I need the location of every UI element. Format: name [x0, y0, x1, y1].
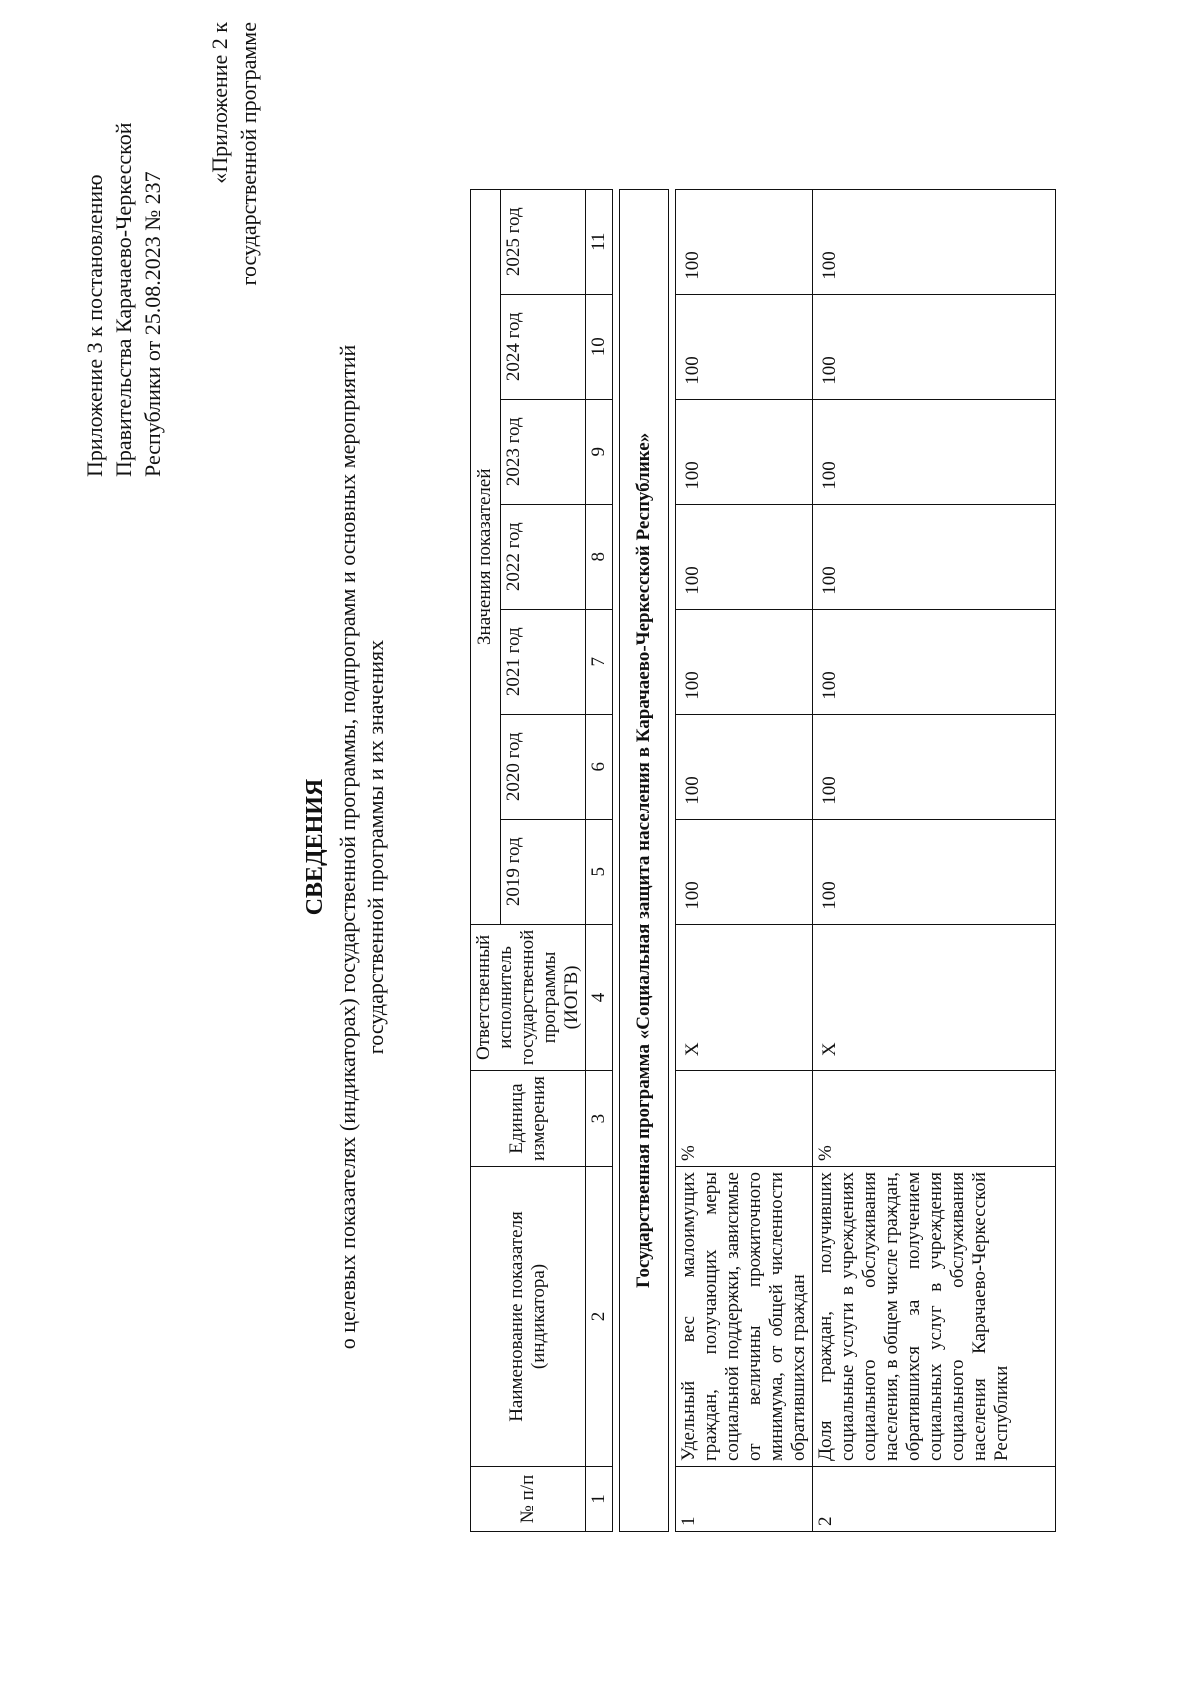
column-number: 2 — [586, 1167, 613, 1467]
header-year: 2019 год — [500, 819, 585, 924]
subtitle-line: о целевых показателях (индикаторах) государственной программы, подпрограмм и основных мероприятий — [335, 344, 360, 1350]
section-row — [620, 189, 669, 1531]
row-value: 100 — [813, 504, 1056, 609]
column-number: 1 — [586, 1467, 613, 1532]
row-responsible: Х — [676, 924, 813, 1070]
document-title: СВЕДЕНИЯ — [302, 778, 328, 916]
header-num: № п/п — [471, 1467, 586, 1532]
indicators-table — [470, 189, 1056, 1532]
column-number: 10 — [586, 294, 613, 399]
column-number: 9 — [586, 399, 613, 504]
header-year: 2021 год — [500, 609, 585, 714]
row-value: 100 — [676, 399, 813, 504]
row-unit: % — [676, 1071, 813, 1167]
table-header-row — [471, 189, 501, 1531]
row-name: Доля граждан, получивших социальные услуги в учреждениях социального обслуживания населения, в общем числе граждан, обратившихся за получением социальных услуг в учреждения социального обслуживания населения Карачаево-Черкесской Республики — [813, 1167, 1056, 1467]
row-num: 2 — [813, 1467, 1056, 1532]
column-numbers-row — [586, 189, 613, 1531]
column-number: 8 — [586, 504, 613, 609]
document-subtitle — [334, 57, 390, 1637]
title-block — [300, 57, 390, 1637]
header-responsible: Ответственный исполнитель государственной программы (ИОГВ) — [471, 924, 586, 1070]
header-unit: Единица измерения — [471, 1071, 586, 1167]
row-value: 100 — [676, 609, 813, 714]
row-value: 100 — [813, 399, 1056, 504]
row-value: 100 — [676, 189, 813, 294]
column-number: 6 — [586, 714, 613, 819]
appendix2-header — [205, 22, 263, 322]
row-responsible: Х — [813, 924, 1056, 1070]
column-number: 4 — [586, 924, 613, 1070]
row-name: Удельный вес малоимущих граждан, получающих меры социальной поддержки, зависимые от величины прожиточного минимума, от общей численности обратившихся граждан — [676, 1167, 813, 1467]
section-title: Государственная программа «Социальная защита населения в Карачаево-Черкесской Республике» — [620, 189, 669, 1531]
table-gap — [613, 189, 620, 1531]
column-number: 11 — [586, 189, 613, 294]
header-name: Наименование показателя (индикатора) — [471, 1167, 586, 1467]
table-row — [676, 189, 813, 1531]
row-num: 1 — [676, 1467, 813, 1532]
appendix-header — [80, 57, 167, 477]
header-year: 2023 год — [500, 399, 585, 504]
row-value: 100 — [676, 714, 813, 819]
appendix-line: Правительства Карачаево-Черкесской — [111, 122, 136, 477]
column-number: 5 — [586, 819, 613, 924]
header-year: 2025 год — [500, 189, 585, 294]
table-gap — [669, 189, 676, 1531]
row-value: 100 — [676, 294, 813, 399]
header-year: 2024 год — [500, 294, 585, 399]
row-unit: % — [813, 1071, 1056, 1167]
row-value: 100 — [813, 189, 1056, 294]
subtitle-line: государственной программы и их значениях — [363, 639, 388, 1055]
header-year: 2022 год — [500, 504, 585, 609]
column-number: 7 — [586, 609, 613, 714]
row-value: 100 — [676, 504, 813, 609]
appendix2-line: государственной программе — [236, 22, 261, 286]
row-value: 100 — [676, 819, 813, 924]
appendix-line: Приложение 3 к постановлению — [82, 174, 107, 477]
header-year: 2020 год — [500, 714, 585, 819]
column-number: 3 — [586, 1071, 613, 1167]
appendix-line: Республики от 25.08.2023 № 237 — [140, 171, 165, 477]
row-value: 100 — [813, 819, 1056, 924]
table-row — [813, 189, 1056, 1531]
row-value: 100 — [813, 714, 1056, 819]
row-value: 100 — [813, 609, 1056, 714]
appendix2-line: «Приложение 2 к — [207, 22, 232, 184]
header-values-group: Значения показателей — [471, 189, 501, 924]
row-value: 100 — [813, 294, 1056, 399]
